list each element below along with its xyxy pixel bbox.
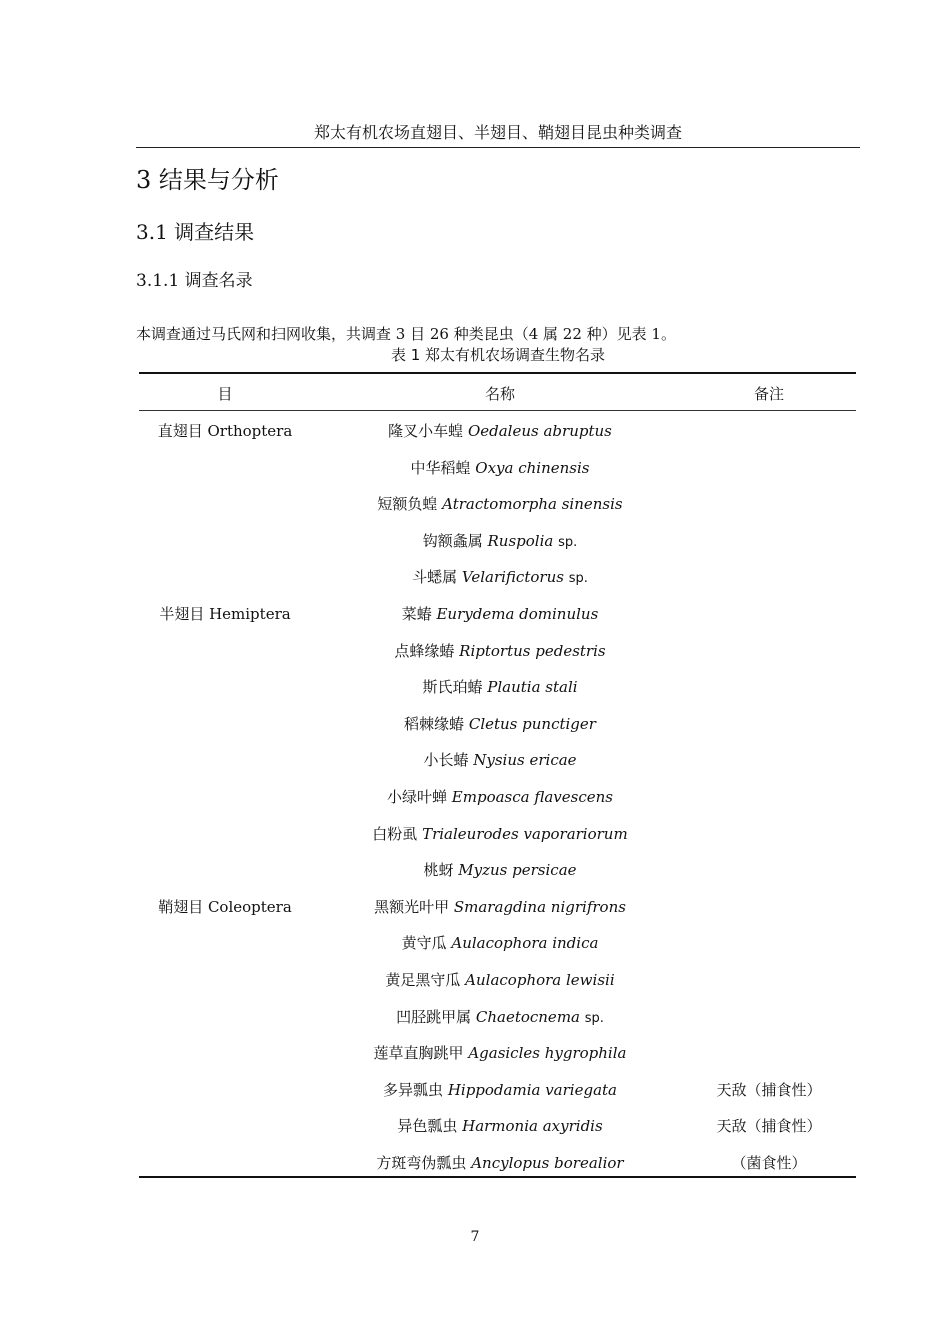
species-name-cell: [311, 420, 689, 441]
species-name-cell: [311, 823, 689, 844]
table-row: [139, 924, 856, 961]
table-row: [139, 998, 856, 1035]
scientific-name: Ruspolia: [487, 531, 554, 550]
common-name: 菜蝽: [401, 604, 432, 623]
scientific-name: Riptortus pedestris: [459, 641, 606, 660]
page-number: 7: [470, 1229, 480, 1245]
common-name: 桃蚜: [423, 861, 454, 880]
species-name-cell: [311, 566, 689, 587]
table-row: [139, 778, 856, 815]
scientific-name: Eurydema dominulus: [436, 604, 599, 623]
scientific-name: Oedaleus abruptus: [467, 422, 612, 440]
species-abbrev: sp.: [568, 571, 588, 587]
common-name: 中华稻蝗: [410, 458, 471, 477]
species-name-cell: [311, 603, 689, 624]
species-name-cell: [311, 640, 689, 661]
species-name-cell: [311, 1079, 689, 1100]
table-row: [139, 888, 856, 925]
species-abbrev: sp.: [584, 1010, 604, 1026]
species-name-cell: [311, 493, 689, 514]
species-name-cell: [311, 713, 689, 734]
scientific-name: Oxya chinensis: [475, 458, 590, 477]
table-row: [139, 1144, 856, 1181]
common-name: 黄足黑守瓜: [385, 970, 461, 989]
order-cell: 鞘翅目 Coleoptera: [158, 897, 292, 916]
table-row: [139, 632, 856, 669]
scientific-name: Atractomorpha sinensis: [442, 495, 623, 514]
table-header-rule: [139, 410, 856, 411]
species-name-cell: [311, 1152, 689, 1173]
table-bottom-rule: [139, 1176, 856, 1178]
note-cell: 天敌（捕食性）: [716, 1080, 822, 1099]
common-name: 钩额螽属: [422, 531, 483, 550]
scientific-name: Ancylopus borealior: [471, 1153, 624, 1172]
species-name-cell: [311, 786, 689, 807]
scientific-name: Hippodamia variegata: [447, 1080, 617, 1099]
common-name: 小绿叶蝉: [387, 787, 448, 806]
section-heading: 3 结果与分析: [136, 166, 279, 194]
table-top-rule: [139, 372, 856, 374]
common-name: 稻棘缘蝽: [404, 714, 465, 733]
common-name: 短额负蝗: [377, 495, 438, 514]
species-name-cell: [311, 969, 689, 990]
col-header-order: 目: [217, 385, 233, 403]
species-name-cell: [311, 1042, 689, 1063]
table-row: [139, 705, 856, 742]
common-name: 莲草直胸跳甲: [373, 1044, 464, 1063]
scientific-name: Cletus punctiger: [468, 714, 596, 733]
scientific-name: Empoasca flavescens: [451, 787, 613, 806]
common-name: 白粉虱: [372, 824, 418, 843]
note-cell: （菌食性）: [731, 1153, 807, 1172]
note-cell: 天敌（捕食性）: [716, 1117, 822, 1136]
running-header: 郑太有机农场直翅目、半翅目、鞘翅目昆虫种类调查: [313, 123, 682, 142]
species-name-cell: [311, 896, 689, 917]
table-row: [139, 851, 856, 888]
common-name: 隆叉小车蝗: [388, 422, 464, 440]
order-cell: 半翅目 Hemiptera: [159, 604, 291, 623]
scientific-name: Nysius ericae: [473, 751, 577, 770]
scientific-name: Smaragdina nigrifrons: [453, 897, 626, 916]
table-row: [139, 1034, 856, 1071]
table-row: [139, 1107, 856, 1144]
common-name: 点蜂缘蝽: [394, 641, 455, 660]
subsubsection-heading: 3.1.1 调查名录: [136, 271, 253, 291]
table-row: [139, 741, 856, 778]
common-name: 黑额光叶甲: [374, 897, 450, 916]
species-name-cell: [311, 1115, 689, 1136]
common-name: 黄守瓜: [401, 934, 447, 953]
scientific-name: Aulacophora lewisii: [465, 970, 615, 989]
table-row: [139, 668, 856, 705]
table-row: [139, 961, 856, 998]
table-caption: 表 1 郑太有机农场调查生物名录: [390, 346, 606, 364]
table-row: [139, 449, 856, 486]
species-name-cell: [311, 1006, 689, 1027]
scientific-name: Agasicles hygrophila: [468, 1044, 627, 1063]
col-header-note: 备注: [753, 385, 784, 403]
subsection-heading: 3.1 调查结果: [136, 220, 255, 244]
scientific-name: Velarifictorus: [461, 568, 564, 587]
common-name: 凹胫跳甲属: [396, 1007, 472, 1026]
table-row: [139, 558, 856, 595]
species-name-cell: [311, 457, 689, 478]
table-row: [139, 595, 856, 632]
scientific-name: Plautia stali: [487, 678, 578, 697]
common-name: 多异瓢虫: [383, 1080, 444, 1099]
table-row: [139, 815, 856, 852]
scientific-name: Chaetocnema: [475, 1007, 580, 1026]
common-name: 异色瓢虫: [397, 1117, 458, 1136]
table-row: [139, 1071, 856, 1108]
scientific-name: Harmonia axyridis: [462, 1117, 603, 1136]
header-rule: [136, 147, 860, 148]
scientific-name: Aulacophora indica: [451, 934, 599, 953]
species-name-cell: [311, 859, 689, 880]
col-header-name: 名称: [484, 385, 515, 403]
species-name-cell: [311, 932, 689, 953]
species-abbrev: sp.: [558, 534, 578, 550]
common-name: 斯氏珀蝽: [422, 678, 483, 697]
table-body: [139, 412, 856, 1180]
common-name: 斗蟋属: [412, 568, 458, 587]
body-paragraph: 本调查通过马氏网和扫网收集，共调查 3 目 26 种类昆虫（4 属 22 种）见表 1。: [136, 325, 676, 343]
species-name-cell: [311, 530, 689, 551]
species-name-cell: [311, 676, 689, 697]
common-name: 小长蝽: [423, 751, 469, 770]
scientific-name: Trialeurodes vaporariorum: [422, 824, 628, 843]
scientific-name: Myzus persicae: [458, 861, 577, 880]
order-cell: 直翅目 Orthoptera: [157, 422, 293, 440]
common-name: 方斑弯伪瓢虫: [376, 1153, 467, 1172]
table-row: [139, 485, 856, 522]
table-row: [139, 412, 856, 449]
table-row: [139, 522, 856, 559]
species-name-cell: [311, 749, 689, 770]
